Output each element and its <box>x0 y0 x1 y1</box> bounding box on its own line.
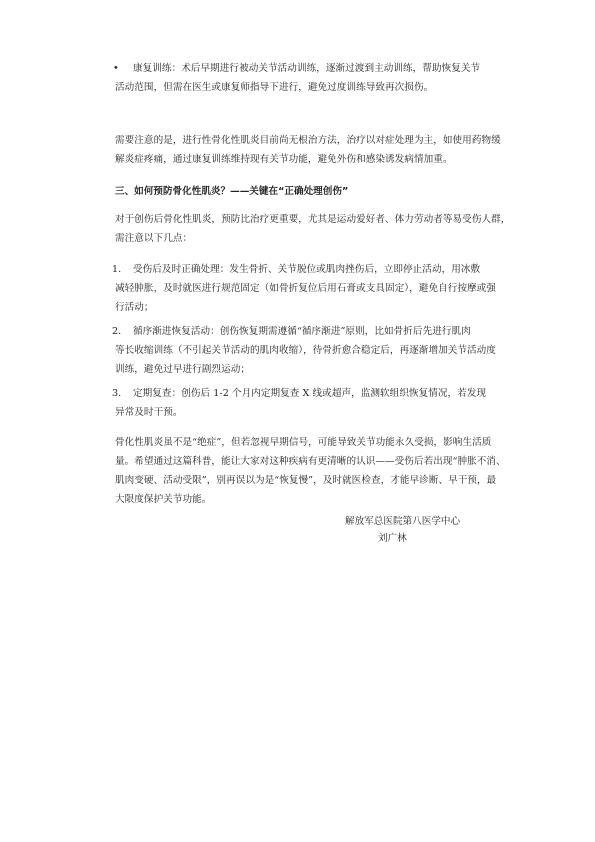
list-number: 1. <box>112 264 122 275</box>
text-line: 行活动； <box>115 302 154 313</box>
text-line: 骨化性肌炎虽不是“绝症”，但若忽视早期信号，可能导致关节功能永久受损，影响生活质 <box>115 437 492 448</box>
conclusion-paragraph <box>115 433 506 509</box>
text-line: 康复训练：术后早期进行被动关节活动训练，逐渐过渡到主动训练，帮助恢复关节 <box>133 63 481 74</box>
text-line: 循序渐进恢复活动：创伤恢复期需遵循“循序渐进”原则，比如骨折后先进行肌肉 <box>133 326 471 337</box>
list-item-1 <box>115 260 496 317</box>
text-line: 异常及时干预。 <box>115 407 183 418</box>
signature-organization: 解放军总医院第八医学中心 <box>345 516 461 527</box>
text-line: 量。希望通过这篇科普，能让大家对这种疾病有更清晰的认识——受伤后若出现“肿胀不消、 <box>115 456 506 467</box>
text-line: 减轻肿胀，及时就医进行规范固定（如骨折复位后用石膏或支具固定），避免自行按摩或强 <box>115 283 496 294</box>
intro-paragraph <box>115 210 510 248</box>
text-line: 对于创伤后骨化性肌炎，预防比治疗更重要，尤其是运动爱好者、体力劳动者等易受伤人群， <box>115 214 511 225</box>
text-line: 受伤后及时正确处理：发生骨折、关节脱位或肌肉挫伤后，立即停止活动，用冰敷 <box>133 264 481 275</box>
text-line: 需注意以下几点： <box>115 233 193 244</box>
text-line: 大限度保护关节功能。 <box>115 494 212 505</box>
text-line: 需要注意的是，进行性骨化性肌炎目前尚无根治方法，治疗以对症处理为主，如使用药物缓 <box>115 135 501 146</box>
text-line: 等长收缩训练（不引起关节活动的肌肉收缩），待骨折愈合稳定后，再逐渐增加关节活动度 <box>115 345 496 356</box>
note-paragraph <box>115 131 501 169</box>
text-line: 解炎症疼痛，通过康复训练维持现有关节功能，避免外伤和感染诱发病情加重。 <box>115 154 453 165</box>
section-heading: 三、如何预防骨化性肌炎？——关键在“正确处理创伤” <box>115 186 349 197</box>
list-item-3 <box>115 384 487 422</box>
list-number: 2. <box>112 326 122 337</box>
bullet-marker: • <box>113 63 119 74</box>
list-number: 3. <box>112 388 122 399</box>
list-item-2 <box>115 322 496 379</box>
text-line: 活动范围，但需在医生或康复师指导下进行，避免过度训练导致再次损伤。 <box>115 82 434 93</box>
text-line: 定期复查：创伤后 1-2 个月内定期复查 X 线或超声，监测软组织恢复情况，若发现 <box>133 388 487 399</box>
signature-author: 刘广林 <box>378 533 407 544</box>
text-line: 肌肉变硬、活动受限”，别再误以为是“恢复慢”，及时就医检查，才能早诊断、早干预，最 <box>115 475 497 486</box>
text-line: 训练，避免过早进行剧烈运动； <box>115 364 251 375</box>
bullet-item-rehab <box>115 59 481 97</box>
